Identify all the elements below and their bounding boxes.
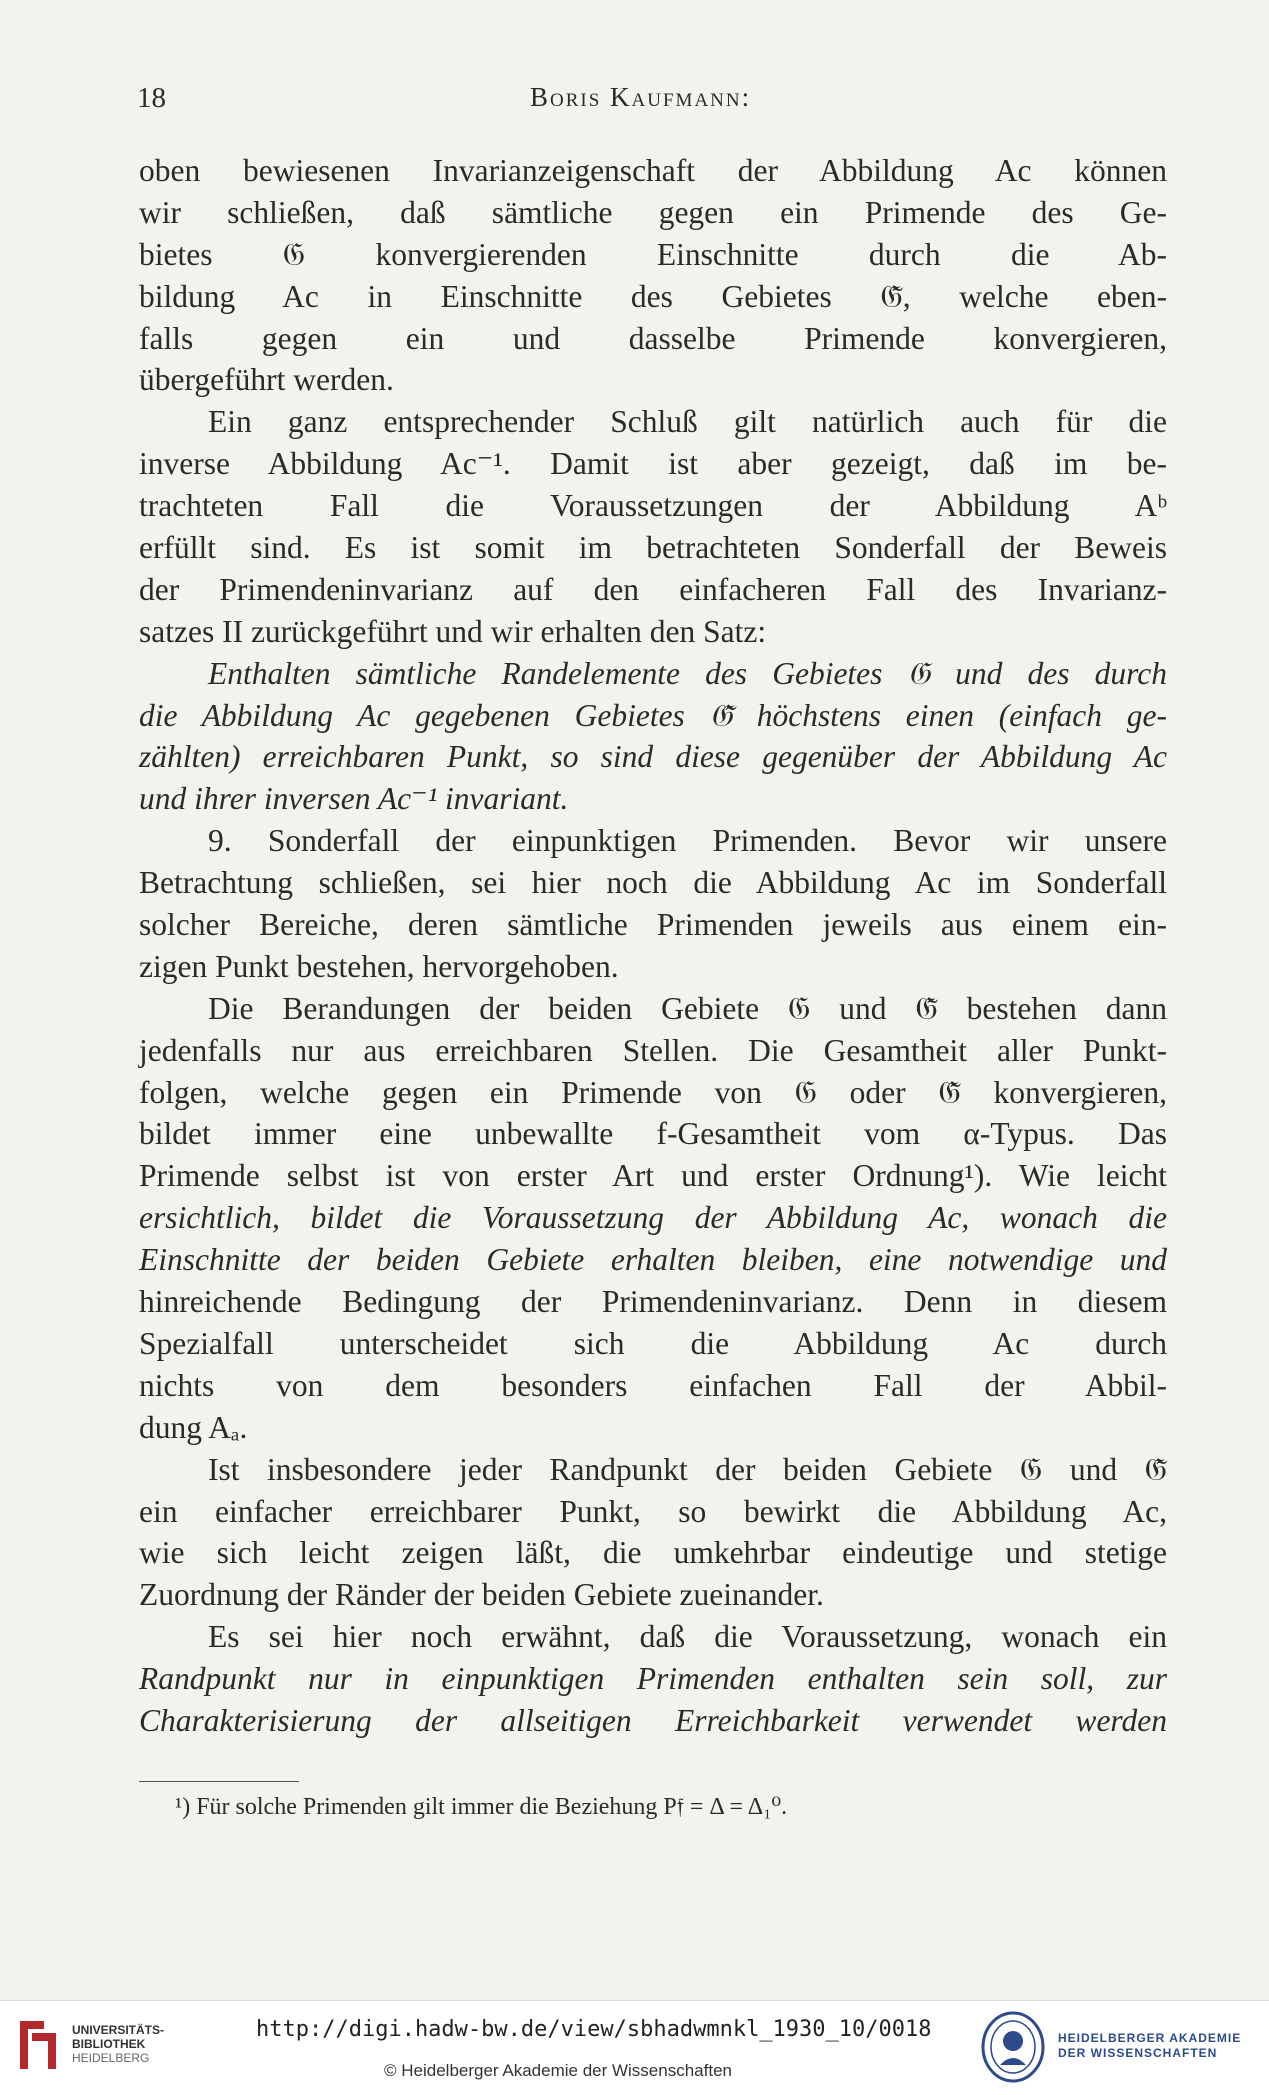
footnote: ¹) Für solche Primenden gilt immer die Beziehung P𝔣 = Δ = Δ₁⁰.: [175, 1794, 788, 1820]
theorem-line: Enthalten sämtliche Randelemente des Gebietes 𝔊 und des durch: [208, 655, 1167, 691]
text-line: nichts von dem besonders einfachen Fall der Abbil-: [139, 1367, 1167, 1403]
theorem-line: und ihrer inversen Ac⁻¹ invariant.: [139, 781, 569, 817]
text-line: oben bewiesenen Invarianzeigenschaft der Abbildung Ac können: [139, 153, 1167, 188]
copyright-notice: © Heidelberger Akademie der Wissenschaften: [384, 2061, 732, 2080]
text-line: trachteten Fall die Voraussetzungen der Abbildung Aᵇ: [139, 488, 1167, 524]
text-line: inverse Abbildung Ac⁻¹. Damit ist aber gezeigt, daß im be-: [139, 446, 1167, 482]
text-line: hinreichende Bedingung der Primendeninvarianz. Denn in diesem: [139, 1284, 1167, 1320]
text-line: solcher Bereiche, deren sämtliche Primenden jeweils aus einem ein-: [139, 907, 1167, 943]
library-line: BIBLIOTHEK: [72, 2037, 146, 2051]
academy-line: DER WISSENSCHAFTEN: [1058, 2046, 1218, 2060]
academy-line: HEIDELBERGER AKADEMIE: [1058, 2031, 1242, 2045]
text-line: Primende selbst ist von erster Art und erster Ordnung¹). Wie leicht: [139, 1158, 1167, 1194]
text-line: wie sich leicht zeigen läßt, die umkehrbar eindeutige und stetige: [139, 1535, 1167, 1571]
text-line: bildet immer eine unbewallte f-Gesamtheit vom α-Typus. Das: [139, 1116, 1167, 1152]
text-line: bildung Ac in Einschnitte des Gebietes 𝔊̃, welche eben-: [139, 278, 1167, 314]
text-line: Randpunkt nur in einpunktigen Primenden enthalten sein soll, zur: [139, 1661, 1167, 1697]
text-line: bietes 𝔊 konvergierenden Einschnitte durch die Ab-: [139, 236, 1167, 272]
text-line: satzes II zurückgeführt und wir erhalten den Satz:: [139, 613, 767, 649]
theorem-line: zählten) erreichbaren Punkt, so sind diese gegenüber der Abbildung Ac: [139, 739, 1167, 775]
text-line: ein einfacher erreichbarer Punkt, so bewirkt die Abbildung Ac,: [139, 1493, 1167, 1529]
text-line: zigen Punkt bestehen, hervorgehoben.: [139, 948, 619, 984]
footnote-rule: [139, 1781, 299, 1782]
text-line: übergeführt werden.: [139, 362, 394, 398]
text-line: der Primendeninvarianz auf den einfacheren Fall des Invarianz-: [139, 571, 1167, 607]
academy-seal-icon: [980, 2009, 1046, 2085]
text-line: Spezialfall unterscheidet sich die Abbildung Ac durch: [139, 1325, 1167, 1361]
library-line: UNIVERSITÄTS-: [72, 2023, 165, 2037]
text-line: dung Aₐ.: [139, 1409, 248, 1445]
text-line: Einschnitte der beiden Gebiete erhalten bleiben, eine notwendige und: [139, 1242, 1167, 1278]
text-line: erfüllt sind. Es ist somit im betrachteten Sonderfall der Beweis: [139, 530, 1167, 566]
running-title: Boris Kaufmann:: [530, 82, 752, 112]
section-heading-line: 9. Sonderfall der einpunktigen Primenden. Bevor wir unsere: [208, 823, 1167, 859]
text-line: Charakterisierung der allseitigen Erreichbarkeit verwendet werden: [139, 1702, 1167, 1738]
text-line: Zuordnung der Ränder der beiden Gebiete zueinander.: [139, 1577, 824, 1613]
text-line: jedenfalls nur aus erreichbaren Stellen. Die Gesamtheit aller Punkt-: [139, 1032, 1167, 1068]
text-line: Betrachtung schließen, sei hier noch die Abbildung Ac im Sonderfall: [139, 865, 1167, 901]
permalink-url[interactable]: http://digi.hadw-bw.de/view/sbhadwmnkl_1930_10/0018: [256, 2017, 932, 2042]
text-line: ersichtlich, bildet die Voraussetzung der Abbildung Ac, wonach die: [139, 1200, 1167, 1236]
university-library-label: [72, 2023, 164, 2065]
body-text: [139, 150, 1167, 1742]
text-line: Ist insbesondere jeder Randpunkt der beiden Gebiete 𝔊 und 𝔊̃: [208, 1451, 1167, 1487]
theorem-line: die Abbildung Ac gegebenen Gebietes 𝔊̃ höchstens einen (einfach ge-: [139, 697, 1167, 733]
page-number: 18: [137, 82, 166, 114]
text-line: Die Berandungen der beiden Gebiete 𝔊 und 𝔊̃ bestehen dann: [208, 990, 1167, 1026]
text-line: folgen, welche gegen ein Primende von 𝔊 oder 𝔊̃ konvergieren,: [139, 1074, 1167, 1110]
text-line: wir schließen, daß sämtliche gegen ein Primende des Ge-: [139, 194, 1167, 230]
university-library-logo-icon: [14, 2015, 62, 2075]
footer-bar: [0, 2000, 1269, 2095]
academy-label: [1058, 2031, 1241, 2061]
text-line: Es sei hier noch erwähnt, daß die Voraussetzung, wonach ein: [208, 1619, 1167, 1655]
text-line: falls gegen ein und dasselbe Primende konvergieren,: [139, 320, 1167, 356]
library-line: HEIDELBERG: [72, 2051, 150, 2065]
text-line: Ein ganz entsprechender Schluß gilt natürlich auch für die: [208, 404, 1167, 440]
